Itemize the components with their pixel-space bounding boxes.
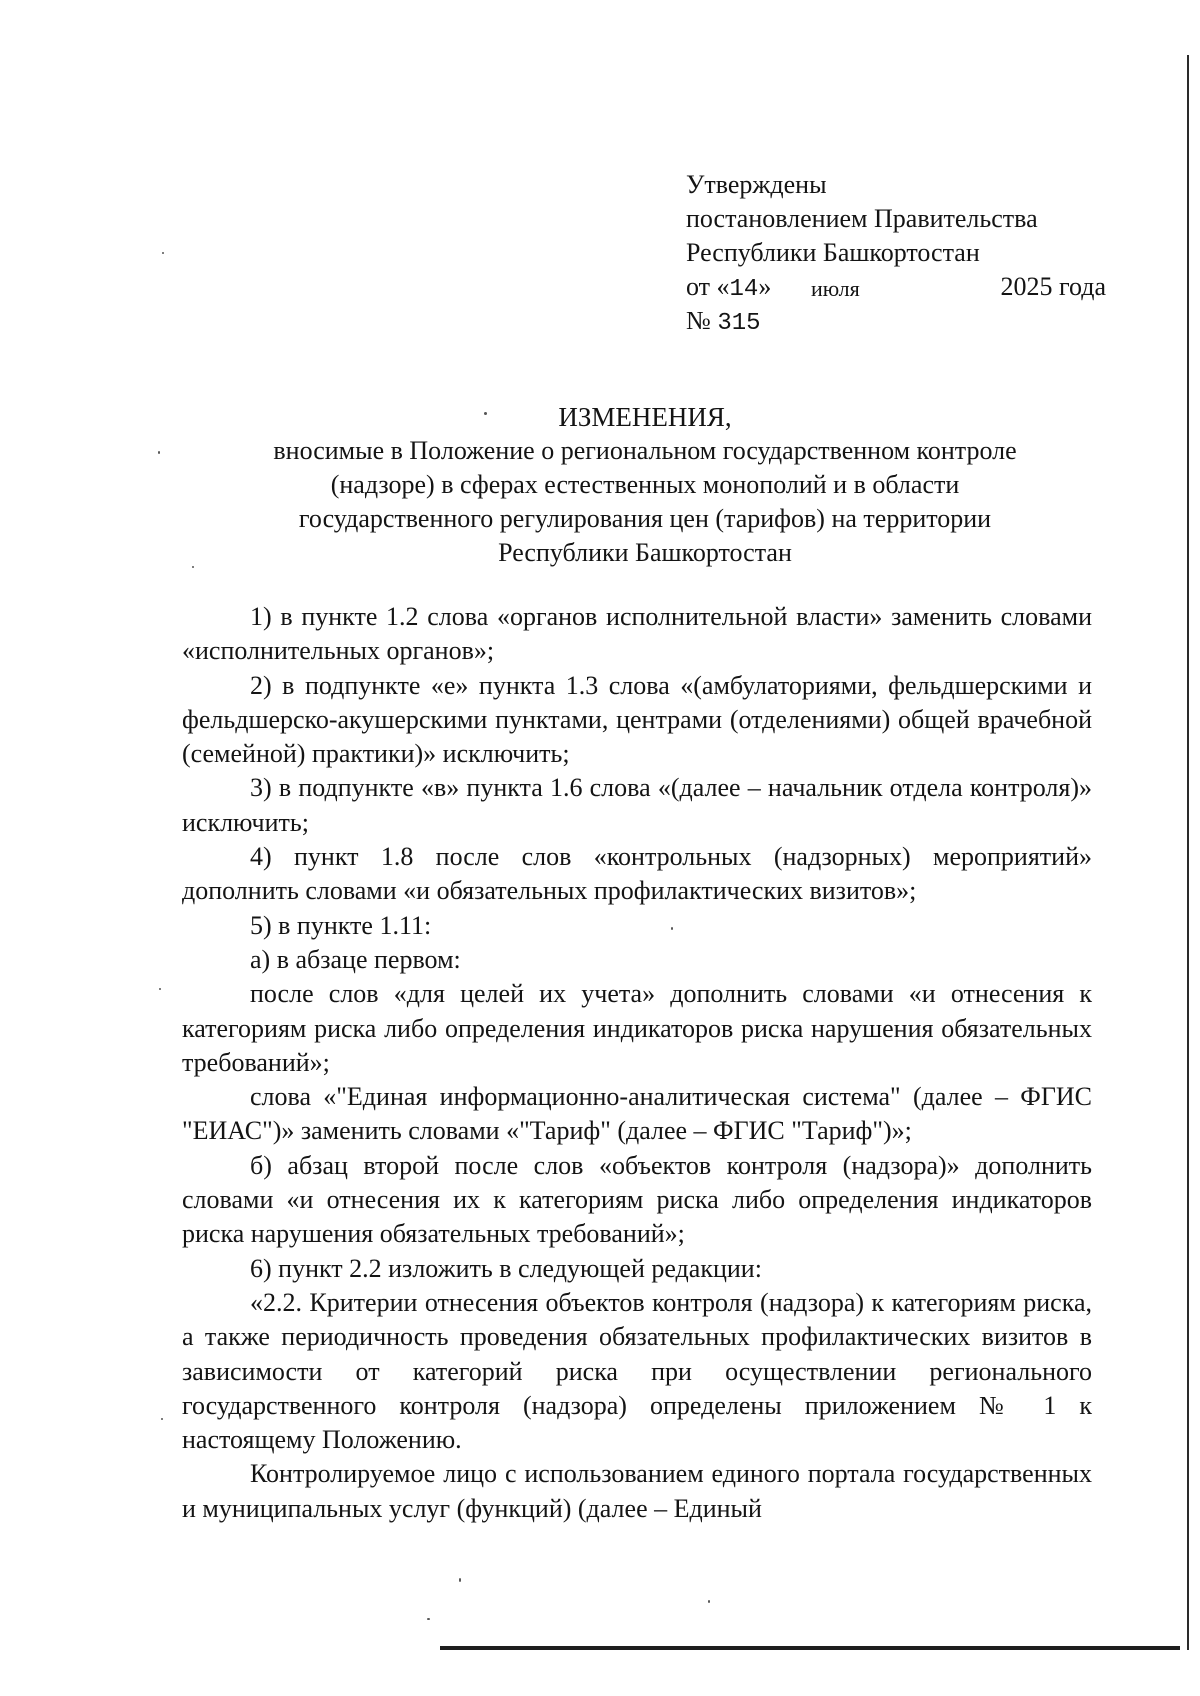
body-paragraph: «2.2. Критерии отнесения объектов контроля (надзора) к категориям риска, а также периодичность проведения обязательных профилактических визитов в зависимости от категорий риска при осуществлении регионального государственного контроля (надзора) определены приложением № 1 к настоящему Положению. xyxy=(182,1287,1092,1455)
approval-line: Республики Башкортостан xyxy=(686,238,980,267)
date-month: июля xyxy=(811,276,860,301)
approval-block xyxy=(686,168,1106,341)
body-paragraph: б) абзац второй после слов «объектов контроля (надзора)» дополнить словами «и отнесения их к категориям риска либо определения индикаторов риска нарушения обязательных требований»; xyxy=(182,1150,1092,1249)
body-paragraph: 2) в подпункте «е» пункта 1.3 слова «(амбулаториями, фельдшерскими и фельдшерско-акушерскими пунктами, центрами (отделениями) общей врачебной (семейной) практики)» исключить; xyxy=(182,670,1092,769)
date-day xyxy=(686,270,771,307)
approval-number xyxy=(686,304,1106,341)
document-heading xyxy=(180,400,1110,570)
body-paragraph: Контролируемое лицо с использованием единого портала государственных и муниципальных услуг (функций) (далее – Единый xyxy=(182,1459,1092,1523)
scan-edge-line xyxy=(1187,55,1189,1650)
date-close: » xyxy=(758,272,772,301)
scan-speck xyxy=(671,927,673,930)
approval-line: Утверждены xyxy=(686,170,827,199)
body-paragraph: 3) в подпункте «в» пункта 1.6 слова «(далее – начальник отдела контроля)» исключить; xyxy=(182,773,1092,837)
scan-speck xyxy=(161,1418,163,1420)
approval-date xyxy=(686,270,1106,304)
date-day-value: 14 xyxy=(729,276,759,303)
document-title: ИЗМЕНЕНИЯ, xyxy=(558,402,732,432)
heading-line: Республики Башкортостан xyxy=(498,538,792,567)
document-body xyxy=(182,600,1092,1526)
approval-line: постановлением Правительства xyxy=(686,204,1038,233)
body-paragraph: 5) в пункте 1.11: xyxy=(250,910,432,940)
scan-speck xyxy=(484,412,487,415)
scan-bottom-line xyxy=(440,1646,1180,1650)
heading-line: (надзоре) в сферах естественных монополий и в области xyxy=(330,470,960,499)
scan-speck xyxy=(159,988,161,990)
date-year: 2025 года xyxy=(1000,272,1106,301)
scan-speck xyxy=(158,451,160,454)
body-paragraph: слова «"Единая информационно-аналитическая система" (далее – ФГИС "ЕИАС")» заменить словами «"Тариф" (далее – ФГИС "Тариф")»; xyxy=(182,1082,1092,1146)
scan-speck xyxy=(162,252,164,254)
number-sign: № xyxy=(686,306,711,335)
scan-speck xyxy=(192,566,194,568)
scan-speck xyxy=(459,1578,461,1582)
scan-speck xyxy=(708,1600,710,1603)
date-prefix: от « xyxy=(686,272,730,301)
body-paragraph: 4) пункт 1.8 после слов «контрольных (надзорных) мероприятий» дополнить словами «и обязательных профилактических визитов»; xyxy=(182,842,1092,906)
body-paragraph: после слов «для целей их учета» дополнить словами «и отнесения к категориям риска либо определения индикаторов риска нарушения обязательных требований»; xyxy=(182,979,1092,1077)
scan-speck xyxy=(427,1618,430,1620)
heading-line: вносимые в Положение о региональном государственном контроле xyxy=(273,436,1017,465)
number-value: 315 xyxy=(717,310,761,337)
body-paragraph: а) в абзаце первом: xyxy=(250,944,461,974)
heading-line: государственного регулирования цен (тарифов) на территории xyxy=(298,504,992,533)
body-paragraph: 1) в пункте 1.2 слова «органов исполнительной власти» заменить словами «исполнительных органов»; xyxy=(182,602,1092,666)
body-paragraph: 6) пункт 2.2 изложить в следующей редакции: xyxy=(250,1253,762,1283)
